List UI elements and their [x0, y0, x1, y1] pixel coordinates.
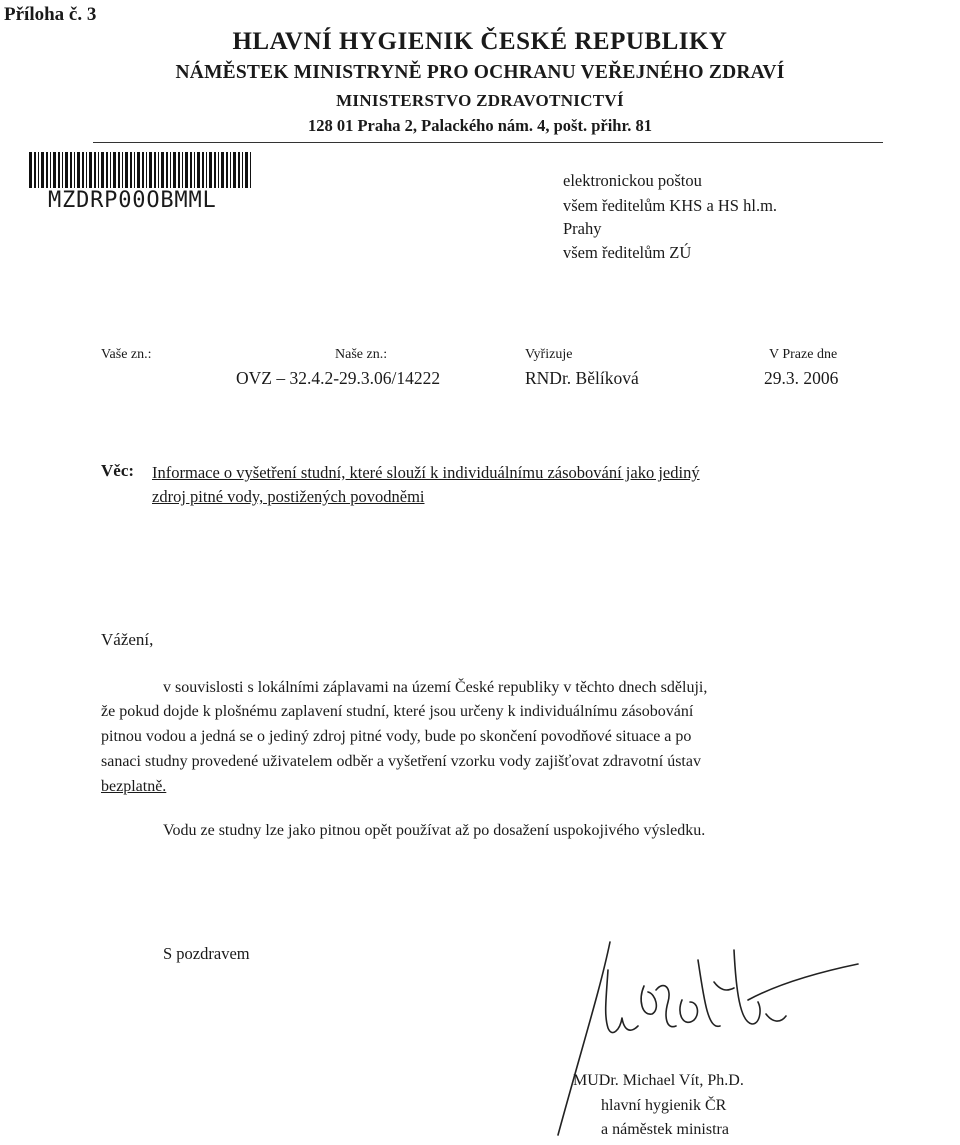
barcode-bar	[221, 152, 224, 188]
barcode-image	[29, 152, 251, 188]
barcode-bar	[214, 152, 216, 188]
barcode-bar	[106, 152, 108, 188]
handler-label: Vyřizuje	[525, 347, 573, 362]
barcode-bar	[142, 152, 144, 188]
barcode-bar	[34, 152, 36, 188]
letterhead-divider	[93, 142, 883, 143]
barcode-bar	[46, 152, 48, 188]
barcode-bar	[58, 152, 60, 188]
barcode-bar	[50, 152, 51, 188]
barcode-bar	[38, 152, 39, 188]
salutation: Vážení,	[101, 630, 154, 649]
barcode-bar	[29, 152, 32, 188]
barcode-bar	[113, 152, 116, 188]
barcode-bar	[134, 152, 135, 188]
barcode-bar	[122, 152, 123, 188]
barcode-bar	[130, 152, 132, 188]
attachment-label: Příloha č. 3	[4, 4, 97, 25]
signatory-name: MUDr. Michael Vít, Ph.D.	[573, 1072, 744, 1089]
barcode-bar	[202, 152, 204, 188]
subject-line-1: Informace o vyšetření studní, které slouží k individuálnímu zásobování jako jediný	[152, 463, 700, 482]
recipient-line: elektronickou poštou	[563, 171, 702, 190]
barcode-bar	[77, 152, 80, 188]
signatory-title: a náměstek ministra	[601, 1121, 729, 1138]
barcode-bar	[194, 152, 195, 188]
body-line: pitnou vodou a jedná se o jediný zdroj pitné vody, bude po skončení povodňové situace a po	[101, 728, 692, 745]
body-emphasis-free-of-charge: bezplatně.	[101, 778, 167, 795]
signatory-title: hlavní hygienik ČR	[601, 1097, 727, 1114]
barcode-bar	[89, 152, 92, 188]
recipient-line: všem ředitelům ZÚ	[563, 243, 692, 262]
barcode-bar	[173, 152, 176, 188]
barcode-bar	[209, 152, 212, 188]
barcode-bar	[110, 152, 111, 188]
barcode-bar	[146, 152, 147, 188]
letterhead-ministry: MINISTERSTVO ZDRAVOTNICTVÍ	[336, 91, 624, 110]
barcode-bar	[62, 152, 63, 188]
barcode-bar	[154, 152, 156, 188]
body-line: že pokud dojde k plošnému zaplavení studní, které jsou určeny k individuálnímu zásobování	[101, 703, 694, 720]
barcode-bar	[197, 152, 200, 188]
barcode-id: MZDRP00OBMML	[48, 188, 217, 213]
letterhead-title: HLAVNÍ HYGIENIK ČESKÉ REPUBLIKY	[232, 28, 728, 55]
letterhead-subtitle: NÁMĚSTEK MINISTRYNĚ PRO OCHRANU VEŘEJNÉHO ZDRAVÍ	[175, 62, 785, 83]
barcode-bar	[206, 152, 207, 188]
letterhead-address: 128 01 Praha 2, Palackého nám. 4, pošt. přihr. 81	[307, 116, 653, 135]
barcode-bar	[170, 152, 171, 188]
barcode-bar	[98, 152, 99, 188]
barcode-bar	[137, 152, 140, 188]
handler-value: RNDr. Bělíková	[525, 368, 639, 388]
closing-greeting: S pozdravem	[163, 944, 250, 963]
date-value: 29.3. 2006	[764, 368, 839, 388]
barcode-bar	[86, 152, 87, 188]
body-line: v souvislosti s lokálními záplavami na území České republiky v těchto dnech sděluji,	[163, 679, 708, 696]
subject-label: Věc:	[101, 461, 135, 480]
recipient-line: všem ředitelům KHS a HS hl.m.	[563, 196, 778, 215]
barcode-bar	[101, 152, 104, 188]
barcode-bar	[41, 152, 44, 188]
our-reference-label: Naše zn.:	[335, 347, 388, 362]
barcode-bar	[74, 152, 75, 188]
barcode-bar	[166, 152, 168, 188]
barcode-bar	[185, 152, 188, 188]
place-date-label: V Praze dne	[769, 347, 838, 362]
our-reference-value: OVZ – 32.4.2-29.3.06/14222	[236, 368, 441, 388]
barcode-bar	[238, 152, 240, 188]
body-paragraph-2: Vodu ze studny lze jako pitnou opět používat až po dosažení uspokojivého výsledku.	[163, 822, 706, 839]
recipient-line: Prahy	[563, 219, 602, 238]
barcode-bar	[190, 152, 192, 188]
barcode-bar	[158, 152, 159, 188]
barcode-bar	[242, 152, 243, 188]
barcode-bar	[250, 152, 251, 188]
barcode-bar	[161, 152, 164, 188]
barcode-bar	[149, 152, 152, 188]
barcode-bar	[230, 152, 231, 188]
subject-line-2: zdroj pitné vody, postižených povodněmi	[152, 487, 425, 506]
barcode-bar	[125, 152, 128, 188]
barcode-bar	[94, 152, 96, 188]
barcode-bar	[118, 152, 120, 188]
barcode-bar	[233, 152, 236, 188]
your-reference-label: Vaše zn.:	[101, 347, 152, 362]
barcode-bar	[53, 152, 56, 188]
barcode-bar	[82, 152, 84, 188]
barcode-bar	[70, 152, 72, 188]
barcode-bar	[182, 152, 183, 188]
barcode-bar	[178, 152, 180, 188]
barcode-bar	[226, 152, 228, 188]
body-line: sanaci studny provedené uživatelem odběr a vyšetření vzorku vody zajišťovat zdravotní ústav	[101, 753, 701, 770]
barcode-bar	[245, 152, 248, 188]
barcode-bar	[65, 152, 68, 188]
barcode-bar	[218, 152, 219, 188]
